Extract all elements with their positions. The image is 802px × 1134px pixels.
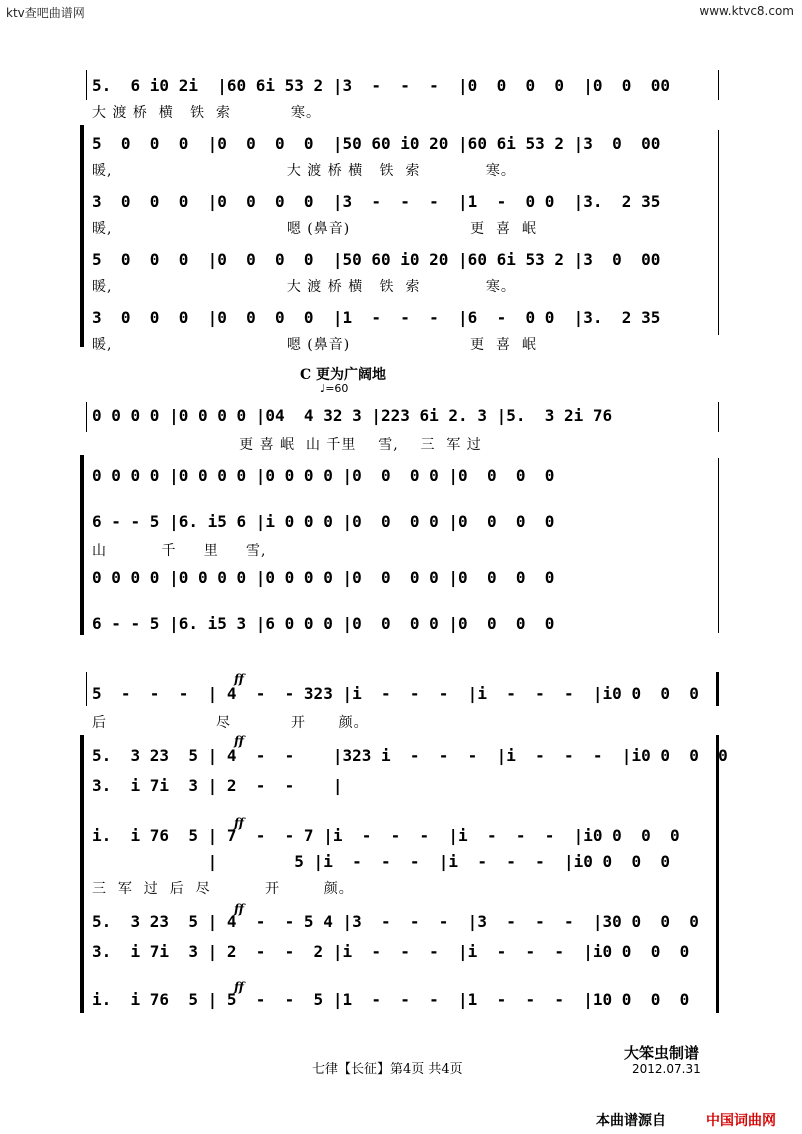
tempo-mark: ♩=60 bbox=[320, 382, 349, 395]
s3-row-6-notes: 5. 3 23 5 | 4 - - 5 4 |3 - - - |3 - - - |30 0 0 0 bbox=[92, 912, 709, 931]
s1-row-5-lyric: 暖, 嗯 (鼻音) 更 喜 岷 bbox=[92, 337, 537, 353]
dynamic-ff-4: ff bbox=[234, 902, 244, 916]
s2-row-3-lyric: 山 千 里 雪, bbox=[92, 543, 267, 559]
s3-row-5-notes: | 5 |i - - - |i - - - |i0 0 0 0 bbox=[92, 852, 680, 871]
page-footer-title: 七律【长征】第4页 共4页 bbox=[312, 1062, 463, 1077]
s1-row-4-lyric: 暖, 大 渡 桥 横 铁 索 寒。 bbox=[92, 279, 516, 295]
s3-row-3-notes: 3. i 7i 3 | 2 - - | bbox=[92, 776, 381, 795]
dynamic-ff-2: ff bbox=[234, 734, 244, 748]
dynamic-ff-1: ff bbox=[234, 672, 244, 686]
s2-row-5-notes: 6 - - 5 |6. i5 3 |6 0 0 0 |0 0 0 0 |0 0 0 0 bbox=[92, 614, 565, 633]
watermark-left: ktv查吧曲谱网 bbox=[6, 6, 85, 20]
s3-row-1-notes: 5 - - - | 4 - - 323 |i - - - |i - - - |i0 0 0 0 bbox=[92, 684, 719, 703]
arranger-date: 2012.07.31 bbox=[632, 1062, 701, 1076]
s2-row-3-notes: 6 - - 5 |6. i5 6 |i 0 0 0 |0 0 0 0 |0 0 0 0 bbox=[92, 512, 565, 531]
s3-row-1-lyric: 后 尽 开 颜。 bbox=[92, 715, 369, 731]
s2-row-1-lyric: 更 喜 岷 山 千里 雪, 三 军 过 bbox=[92, 437, 482, 453]
system-3-start-bar bbox=[86, 672, 87, 706]
dynamic-ff-5: ff bbox=[234, 980, 244, 994]
source-site-link[interactable]: 中国词曲网 bbox=[706, 1113, 776, 1129]
system-1-brace bbox=[80, 125, 84, 347]
system-2-end-bar-lower bbox=[718, 458, 719, 633]
s3-row-7-notes: 3. i 7i 3 | 2 - - 2 |i - - - |i - - - |i0 0 0 0 bbox=[92, 942, 699, 961]
system-1-start-bar bbox=[86, 70, 87, 100]
system-1-end-bar-lower bbox=[718, 130, 719, 335]
system-2-start-bar bbox=[86, 402, 87, 432]
s2-row-1-notes: 0 0 0 0 |0 0 0 0 |04 4 32 3 |223 6i 2. 3 |5. 3 2i 76 bbox=[92, 406, 622, 425]
system-2-end-bar bbox=[718, 402, 719, 432]
s3-row-5-lyric: 三 军 过 后 尽 开 颜。 bbox=[92, 881, 354, 897]
s3-row-4-notes: i. i 76 5 | 7 - - 7 |i - - - |i - - - |i0 0 0 0 bbox=[92, 826, 690, 845]
section-mark: C 更为广阔地 bbox=[300, 367, 387, 383]
source-prefix: 本曲谱源自 bbox=[596, 1113, 666, 1129]
s3-row-8-notes: i. i 76 5 | 5 - - 5 |1 - - - |1 - - - |10 0 0 0 bbox=[92, 990, 699, 1009]
system-2-brace bbox=[80, 455, 84, 635]
s2-row-2-notes: 0 0 0 0 |0 0 0 0 |0 0 0 0 |0 0 0 0 |0 0 0 0 bbox=[92, 466, 565, 485]
watermark-right: www.ktvc8.com bbox=[699, 4, 794, 18]
s2-row-4-notes: 0 0 0 0 |0 0 0 0 |0 0 0 0 |0 0 0 0 |0 0 0 0 bbox=[92, 568, 565, 587]
s1-row-1-lyric: 大 渡 桥 横 铁 索 寒。 bbox=[92, 105, 322, 121]
dynamic-ff-3: ff bbox=[234, 816, 244, 830]
system-3-brace bbox=[80, 735, 84, 1013]
s1-row-5-notes: 3 0 0 0 |0 0 0 0 |1 - - - |6 - 0 0 |3. 2 35 bbox=[92, 308, 680, 327]
s1-row-2-notes: 5 0 0 0 |0 0 0 0 |50 60 i0 20 |60 6i 53 2 |3 0 00 bbox=[92, 134, 680, 153]
s1-row-3-lyric: 暖, 嗯 (鼻音) 更 喜 岷 bbox=[92, 221, 537, 237]
s3-row-2-notes: 5. 3 23 5 | 4 - - |323 i - - - |i - - - |i0 0 0 0 bbox=[92, 746, 738, 765]
system-3-final-bar-lower bbox=[716, 735, 719, 1013]
system-1-end-bar bbox=[718, 70, 719, 100]
s1-row-1-notes: 5. 6 i0 2i |60 6i 53 2 |3 - - - |0 0 0 0 |0 0 00 bbox=[92, 76, 690, 95]
s1-row-4-notes: 5 0 0 0 |0 0 0 0 |50 60 i0 20 |60 6i 53 2 |3 0 00 bbox=[92, 250, 680, 269]
arranger-credit: 大笨虫制谱 bbox=[624, 1044, 700, 1062]
s1-row-3-notes: 3 0 0 0 |0 0 0 0 |3 - - - |1 - 0 0 |3. 2 35 bbox=[92, 192, 680, 211]
s1-row-2-lyric: 暖, 大 渡 桥 横 铁 索 寒。 bbox=[92, 163, 516, 179]
